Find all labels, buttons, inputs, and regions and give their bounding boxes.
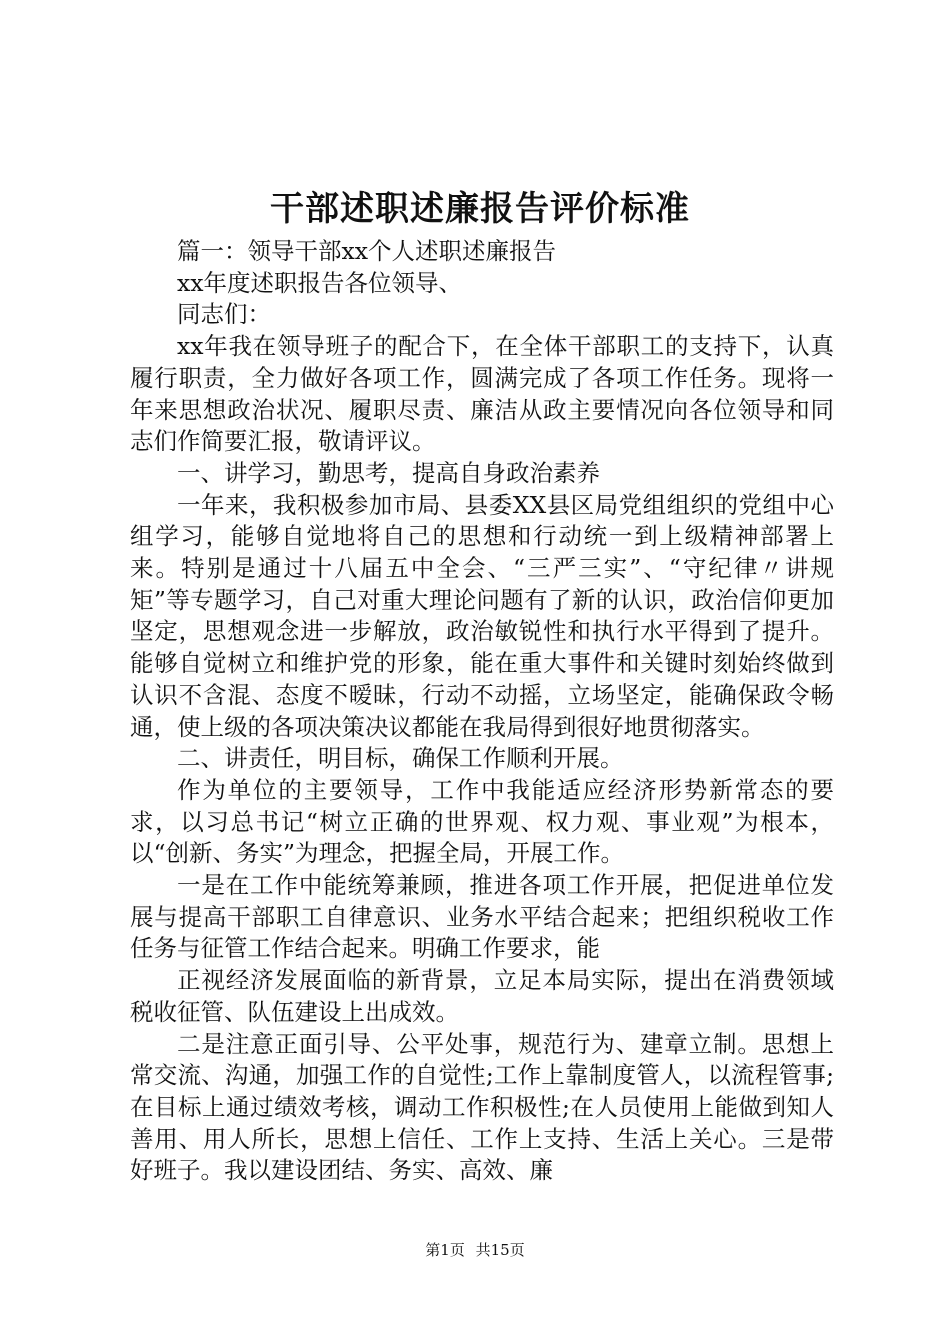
- section-heading-2: 二、讲责任，明目标，确保工作顺利开展。: [177, 744, 624, 773]
- paragraph-study: 一年来，我积极参加市局、县委XX县区局党组组织的党组中心组学习，能够自觉地将自己的思想和行动统一到上级精神部署上来。特别是通过十八届五中全会、“三严三实”、“守纪律〃讲规矩”等专题学习，自己对重大理论问题有了新的认识，政治信仰更加坚定，思想观念进一步解放，政治敏锐性和执行水平得到了提升。能够自觉树立和维护党的形象，能在重大事件和关键时刻始终做到认识不含混、态度不暧昧，行动不动摇，立场坚定，能确保政令畅通，使上级的各项决策决议都能在我局得到很好地贯彻落实。: [130, 490, 834, 741]
- paragraph-point-1: 一是在工作中能统筹兼顾，推进各项工作开展，把促进单位发展与提高干部职工自律意识、业务水平结合起来；把组织税收工作任务与征管工作结合起来。明确工作要求，能: [130, 871, 834, 963]
- section-heading-1: 一、讲学习，勤思考，提高自身政治素养: [177, 458, 600, 487]
- paragraph-salutation: 同志们：: [177, 300, 271, 329]
- paragraph-heading-1: 篇一：领导干部xx个人述职述廉报告: [177, 237, 557, 265]
- paragraph-point-2: 二是注意正面引导、公平处事，规范行为、建章立制。思想上常交流、沟通，加强工作的自觉性;工作上靠制度管人，以流程管事;在目标上通过绩效考核，调动工作积极性;在人员使用上能做到知人善用、用人所长，思想上信任、工作上支持、生活上关心。三是带好班子。我以建设团结、务实、高效、廉: [130, 1029, 834, 1185]
- paragraph-intro: xx年我在领导班子的配合下，在全体干部职工的支持下，认真履行职责，全力做好各项工作，圆满完成了各项工作任务。现将一年来思想政治状况、履职尽责、廉洁从政主要情况向各位领导和同志们作简要汇报，敬请评议。: [130, 332, 834, 456]
- paragraph-responsibility: 作为单位的主要领导，工作中我能适应经济形势新常态的要求，以习总书记“树立正确的世界观、权力观、事业观”为根本，以“创新、务实”为理念，把握全局，开展工作。: [130, 775, 834, 868]
- document-body: [130, 236, 834, 1187]
- page-number: 第1页: [425, 1241, 465, 1259]
- page-total: 共15页: [475, 1241, 525, 1259]
- page-footer: [0, 1240, 950, 1260]
- document-title: 干部述职述廉报告评价标准: [270, 189, 690, 229]
- paragraph-point-1-cont: 正视经济发展面临的新背景，立足本局实际，提出在消费领域税收征管、队伍建设上出成效。: [130, 966, 834, 1026]
- paragraph-subtitle: xx年度述职报告各位领导、: [177, 268, 463, 297]
